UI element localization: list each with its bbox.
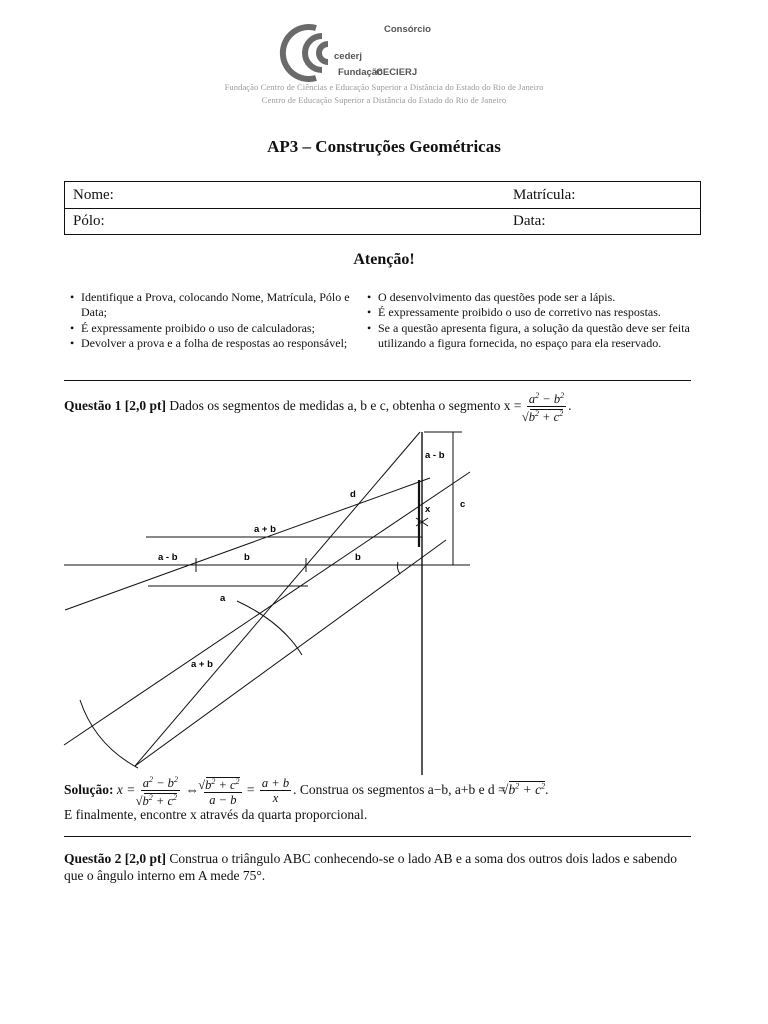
solution-text-1: Construa os segmentos a−b, a+b e d = xyxy=(299,781,506,797)
institution-line-1: Fundação Centro de Ciências e Educação Superior a Distância do Estado do Rio de Janeiro xyxy=(224,82,544,92)
solution-text-2: E finalmente, encontre x através da quarta proporcional. xyxy=(64,807,368,822)
instructions-left xyxy=(68,290,360,351)
instruction-item: • O desenvolvimento das questões pode ser a lápis. xyxy=(365,290,713,305)
divider xyxy=(64,836,691,837)
q1-formula: $a^2 - b^2$ √ $b^2 + c^2$ xyxy=(527,389,566,424)
question-1: Questão 1 [2,0 pt] Dados os segmentos de medidas a, b e c, obtenha o segmento x = $a^2 - b^2$ √ $b^2 + c^2$ . xyxy=(64,389,704,424)
instruction-item: • Se a questão apresenta figura, a solução da questão deve ser feita utilizando a figura fornecida, no espaço para ela reservado. xyxy=(365,321,713,352)
student-info-box xyxy=(64,181,701,235)
q2-text: Construa o triângulo ABC conhecendo-se o lado AB e a soma dos outros dois lados e sabendo que o ângulo interno em A mede 75°. xyxy=(64,851,678,883)
fig-label-a-plus-b: a + b xyxy=(254,524,276,535)
polo-label: Pólo: xyxy=(73,213,105,229)
nome-label: Nome: xyxy=(73,187,114,203)
fig-label-b-2: b xyxy=(355,552,361,563)
institution-line-2: Centro de Educação Superior a Distância do Estado do Rio de Janeiro xyxy=(261,95,507,105)
fig-label-c: c xyxy=(460,499,466,510)
solution-label: Solução: xyxy=(64,781,114,797)
attention-heading: Atenção! xyxy=(353,251,415,268)
instructions-right xyxy=(365,290,713,351)
fig-label-a-minus-b-top: a - b xyxy=(425,450,445,461)
logo-consorcio: Consórcio xyxy=(384,24,431,35)
matricula-label: Matrícula: xyxy=(513,187,576,203)
q1-text: Dados os segmentos de medidas a, b e c, obtenha o segmento x = xyxy=(169,397,522,413)
exam-title: AP3 – Construções Geométricas xyxy=(267,137,501,156)
fig-label-d: d xyxy=(350,489,356,500)
solution: Solução: x = $a^2 - b^2$ √ $b^2 + c^2$ ⇔ √ $\frac{b^2 + c^2}{a - b}$ = $\frac{a + b}{x}$ . Construa os segmentos a−b, a+b e d = √ $b^2 + c^2$. xyxy=(64,773,704,808)
logo-brand: cederj xyxy=(334,51,362,62)
data-label: Data: xyxy=(513,213,546,229)
cederj-logo xyxy=(276,20,456,84)
divider xyxy=(64,380,691,381)
fig-label-a: a xyxy=(220,593,226,604)
fig-label-a-minus-b: a - b xyxy=(158,552,178,563)
fig-label-b-1: b xyxy=(244,552,250,563)
construction-figure xyxy=(0,420,768,780)
fig-label-a-plus-b-lower: a + b xyxy=(191,659,213,670)
q2-label: Questão 2 [2,0 pt] xyxy=(64,851,166,866)
q1-label: Questão 1 [2,0 pt] xyxy=(64,397,166,413)
fig-label-x: x xyxy=(425,504,431,515)
instruction-item: • É expressamente proibido o uso de calculadoras; xyxy=(68,321,360,336)
logo-fundacao: Fundação xyxy=(338,67,383,78)
instruction-item: • Identifique a Prova, colocando Nome, Matrícula, Pólo e Data; xyxy=(68,290,360,321)
question-2 xyxy=(64,850,694,884)
instruction-item: • É expressamente proibido o uso de corretivo nas respostas. xyxy=(365,305,713,320)
logo-cecierj: CECIERJ xyxy=(376,67,418,78)
instruction-item: • Devolver a prova e a folha de respostas ao responsável; xyxy=(68,336,360,351)
